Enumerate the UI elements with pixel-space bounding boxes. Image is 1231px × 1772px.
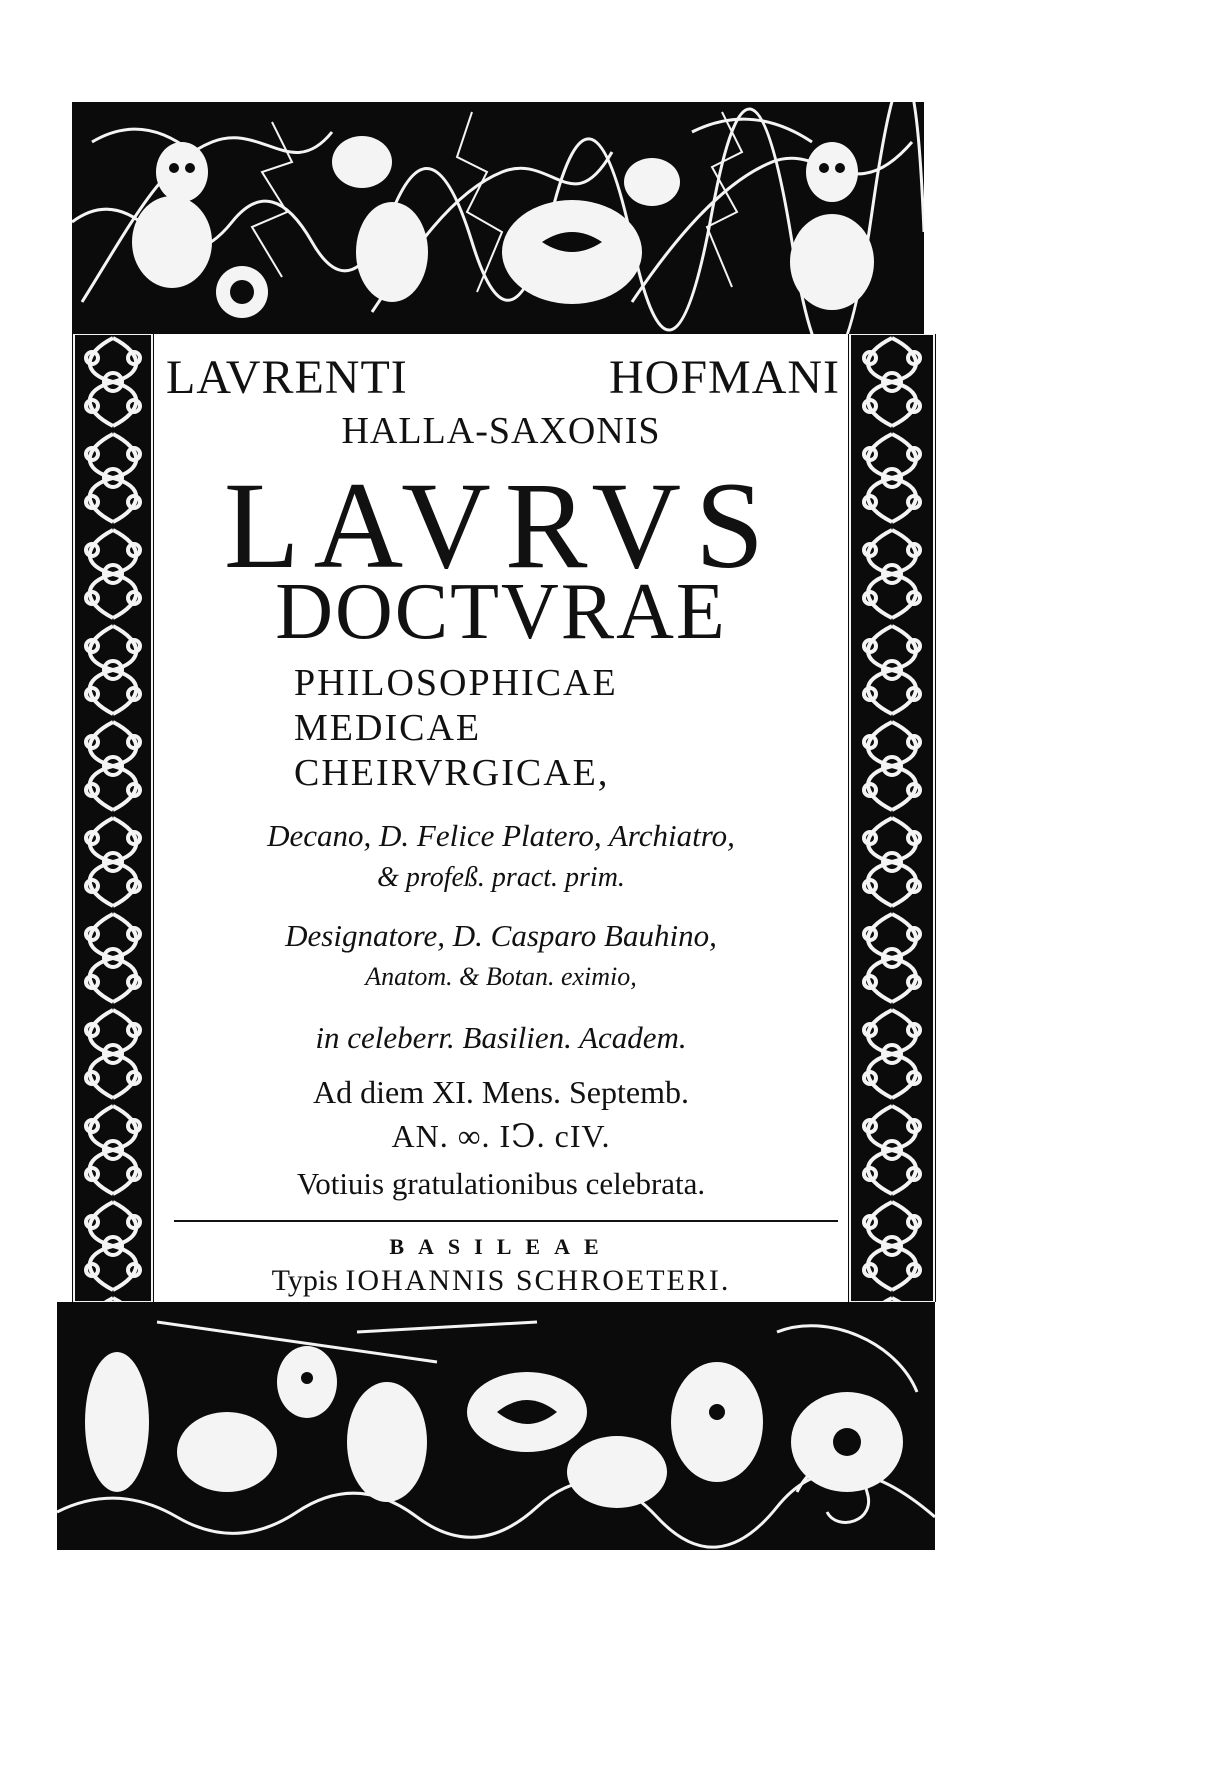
horizontal-rule bbox=[174, 1220, 838, 1222]
faculty-line: PHILOSOPHICAE bbox=[294, 662, 618, 704]
left-border-ornament bbox=[72, 334, 154, 1302]
top-woodcut-image bbox=[72, 102, 924, 334]
designatore-line: Designatore, D. Casparo Bauhino, bbox=[285, 918, 717, 953]
right-border-ornament bbox=[848, 334, 936, 1302]
author-origin: HALLA-SAXONIS bbox=[341, 410, 661, 452]
year-line: AN. ∞. IↃ. cIV. bbox=[391, 1118, 611, 1154]
imprint-place: BASILEAE bbox=[389, 1234, 613, 1259]
left-border-pattern bbox=[72, 334, 154, 1302]
decano-continuation: & profeß. pract. prim. bbox=[377, 862, 625, 893]
bottom-woodcut-image bbox=[57, 1302, 935, 1550]
decano-line: Decano, D. Felice Platero, Archiatro, bbox=[267, 818, 735, 853]
top-woodcut-ornament bbox=[72, 102, 924, 334]
academy-line: in celeberr. Basilien. Academ. bbox=[315, 1020, 687, 1055]
author-last-name: HOFMANI bbox=[608, 351, 840, 404]
book-title-sub: DOCTVRAE bbox=[275, 568, 727, 656]
author-first-name: LAVRENTI bbox=[166, 351, 408, 404]
printer-name: IOHANNIS SCHROETERI. bbox=[345, 1264, 731, 1297]
title-page-text-panel bbox=[154, 334, 848, 1302]
dedication-line: Votiuis gratulationibus celebrata. bbox=[296, 1166, 706, 1201]
bottom-woodcut-ornament bbox=[57, 1302, 935, 1550]
faculty-line: CHEIRVRGICAE, bbox=[294, 752, 610, 794]
author-name bbox=[166, 351, 840, 404]
printer-prefix: Typis bbox=[271, 1264, 338, 1297]
date-line: Ad diem XI. Mens. Septemb. bbox=[313, 1074, 689, 1110]
right-border-pattern bbox=[848, 334, 936, 1302]
faculty-line: MEDICAE bbox=[294, 707, 482, 749]
imprint-printer bbox=[154, 1266, 848, 1296]
book-title-main: LAVRVS bbox=[223, 457, 779, 594]
designatore-continuation: Anatom. & Botan. eximio, bbox=[365, 962, 637, 991]
